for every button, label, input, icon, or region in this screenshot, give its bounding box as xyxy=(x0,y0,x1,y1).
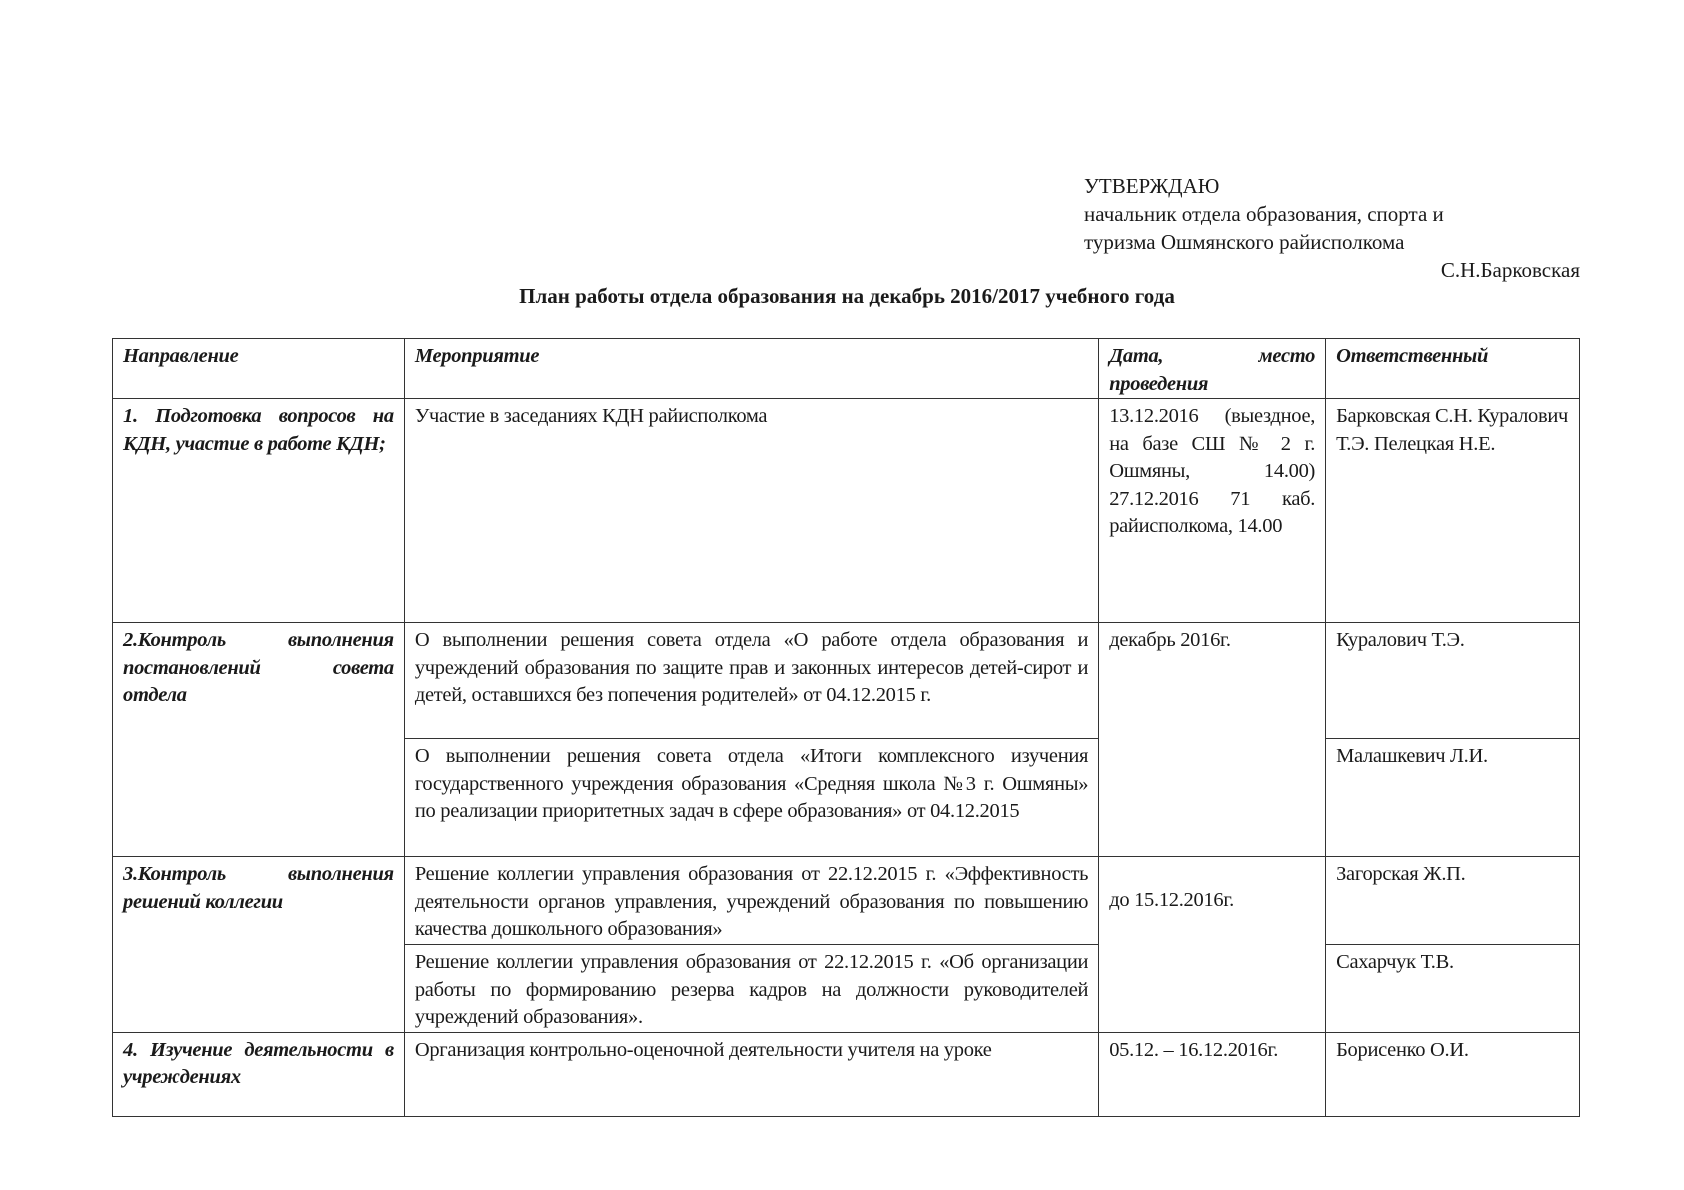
date-cell: до 15.12.2016г. xyxy=(1099,857,1326,1033)
plan-table xyxy=(112,338,1580,1117)
approval-heading: УТВЕРЖДАЮ xyxy=(1084,174,1220,198)
direction-cell: 1. Подготовка вопросов на КДН, участие в работе КДН; xyxy=(113,399,405,623)
event-cell: Организация контрольно-оценочной деятельности учителя на уроке xyxy=(404,1032,1098,1116)
header-responsible: Ответственный xyxy=(1326,339,1580,399)
date-cell: 05.12. – 16.12.2016г. xyxy=(1099,1032,1326,1116)
date-cell: декабрь 2016г. xyxy=(1099,623,1326,857)
event-cell: О выполнении решения совета отдела «Итоги комплексного изучения государственного учреждения образования «Средняя школа №3 г. Ошмяны» по реализации приоритетных задач в сфере образования» от 04.12.2015 xyxy=(404,739,1098,857)
responsible-cell: Сахарчук Т.В. xyxy=(1326,945,1580,1033)
direction-cell: 2.Контроль выполнения постановлений совета отдела xyxy=(113,623,405,857)
event-cell: Решение коллегии управления образования от 22.12.2015 г. «Об организации работы по формированию резерва кадров на должности руководителей учреждений образования». xyxy=(404,945,1098,1033)
table-row xyxy=(113,623,1580,739)
table-row xyxy=(113,1032,1580,1116)
event-cell: О выполнении решения совета отдела «О работе отдела образования и учреждений образования по защите прав и законных интересов детей-сирот и детей, оставшихся без попечения родителей» от 04.12.2015 г. xyxy=(404,623,1098,739)
table-row xyxy=(113,399,1580,623)
responsible-cell: Куралович Т.Э. xyxy=(1326,623,1580,739)
header-date: Дата, место проведения xyxy=(1099,339,1326,399)
approval-block xyxy=(1084,172,1580,284)
event-cell: Участие в заседаниях КДН райисполкома xyxy=(404,399,1098,623)
responsible-cell: Барковская С.Н. Куралович Т.Э. Пелецкая Н.Е. xyxy=(1326,399,1580,623)
responsible-cell: Борисенко О.И. xyxy=(1326,1032,1580,1116)
direction-cell: 4. Изучение деятельности в учреждениях xyxy=(113,1032,405,1116)
approval-signature: С.Н.Барковская xyxy=(1440,258,1580,282)
date-cell: 13.12.2016 (выездное, на базе СШ № 2 г. Ошмяны, 14.00) 27.12.2016 71 каб. райисполкома, 14.00 xyxy=(1099,399,1326,623)
table-row xyxy=(113,857,1580,945)
approval-position-line2: туризма Ошмянского райисполкома xyxy=(1084,230,1405,254)
responsible-cell: Загорская Ж.П. xyxy=(1326,857,1580,945)
header-direction: Направление xyxy=(113,339,405,399)
table-header-row xyxy=(113,339,1580,399)
event-cell: Решение коллегии управления образования от 22.12.2015 г. «Эффективность деятельности органов управления, учреждений образования по повышению качества дошкольного образования» xyxy=(404,857,1098,945)
header-event: Мероприятие xyxy=(404,339,1098,399)
responsible-cell: Малашкевич Л.И. xyxy=(1326,739,1580,857)
document-title: План работы отдела образования на декабрь 2016/2017 учебного года xyxy=(519,284,1175,308)
direction-cell: 3.Контроль выполнения решений коллегии xyxy=(113,857,405,1033)
approval-position-line1: начальник отдела образования, спорта и xyxy=(1084,202,1444,226)
